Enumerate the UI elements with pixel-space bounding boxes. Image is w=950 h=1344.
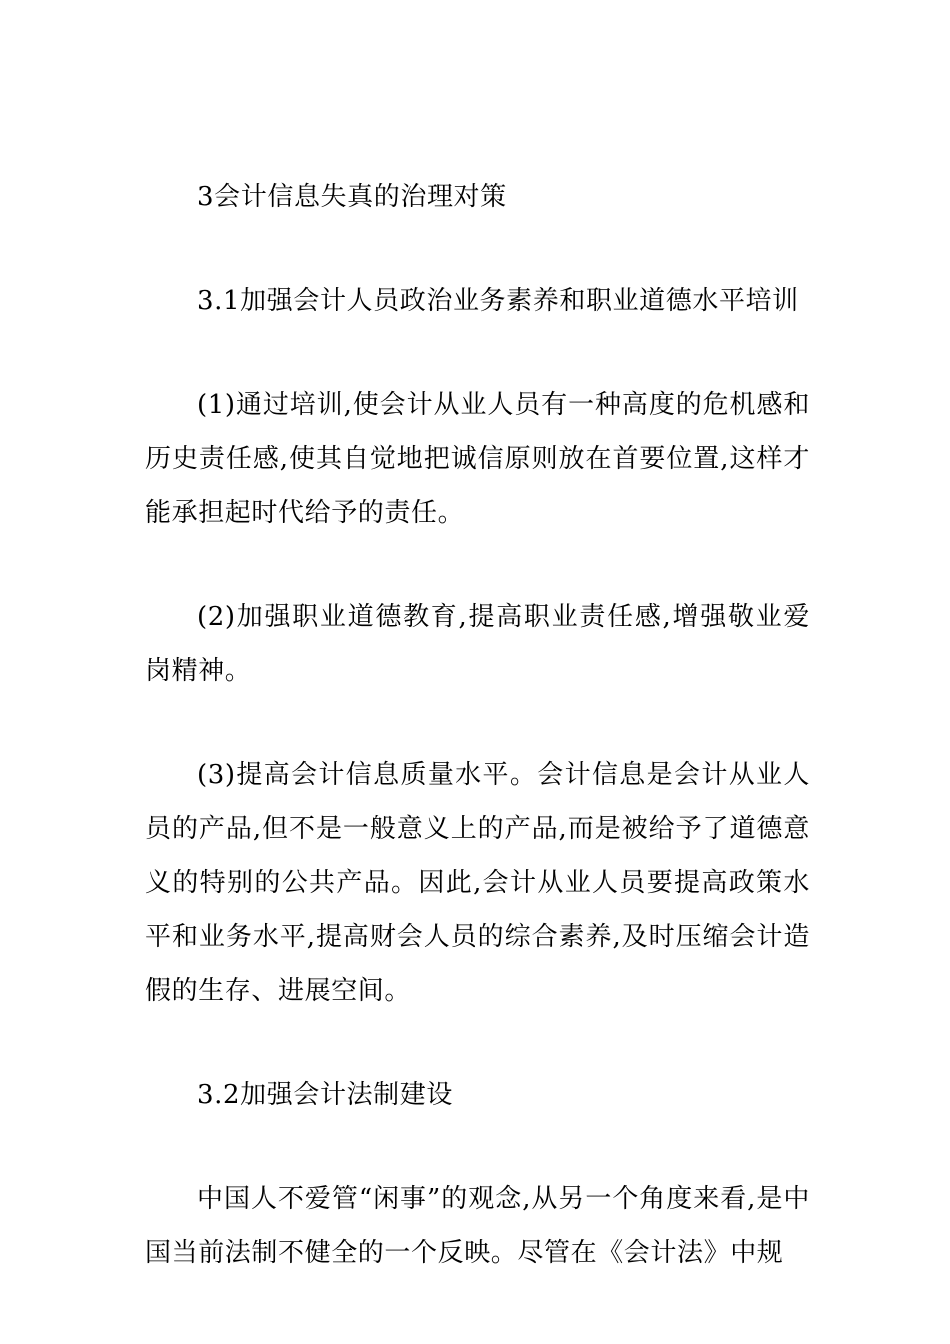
section-heading-3: 3会计信息失真的治理对策: [197, 182, 507, 212]
document-page: [145, 170, 810, 1280]
paragraph-gap: [145, 328, 810, 378]
paragraph-gap: [145, 1018, 810, 1068]
paragraph-gap: [145, 698, 810, 748]
paragraph-item-1: (1)通过培训,使会计从业人员有一种高度的危机感和历史责任感,使其自觉地把诚信原则放在首要位置,这样才能承担起时代给予的责任。: [145, 390, 810, 528]
paragraph-item-2: (2)加强职业道德教育,提高职业责任感,增强敬业爱岗精神。: [145, 602, 810, 686]
paragraph-item-3: (3)提高会计信息质量水平。会计信息是会计从业人员的产品,但不是一般意义上的产品,而是被给予了道德意义的特别的公共产品。因此,会计从业人员要提高政策水平和业务水平,提高财会人员的综合素养,及时压缩会计造假的生存、进展空间。: [145, 760, 810, 1006]
subsection-heading-3-2: 3.2加强会计法制建设: [197, 1080, 453, 1110]
paragraph-gap: [145, 224, 810, 274]
paragraph-body: 中国人不爱管“闲事”的观念,从另一个角度来看,是中国当前法制不健全的一个反映。尽管在《会计法》中规: [145, 1184, 810, 1268]
paragraph-gap: [145, 1122, 810, 1172]
paragraph-gap: [145, 540, 810, 590]
subsection-heading-3-1: 3.1加强会计人员政治业务素养和职业道德水平培训: [197, 286, 799, 316]
